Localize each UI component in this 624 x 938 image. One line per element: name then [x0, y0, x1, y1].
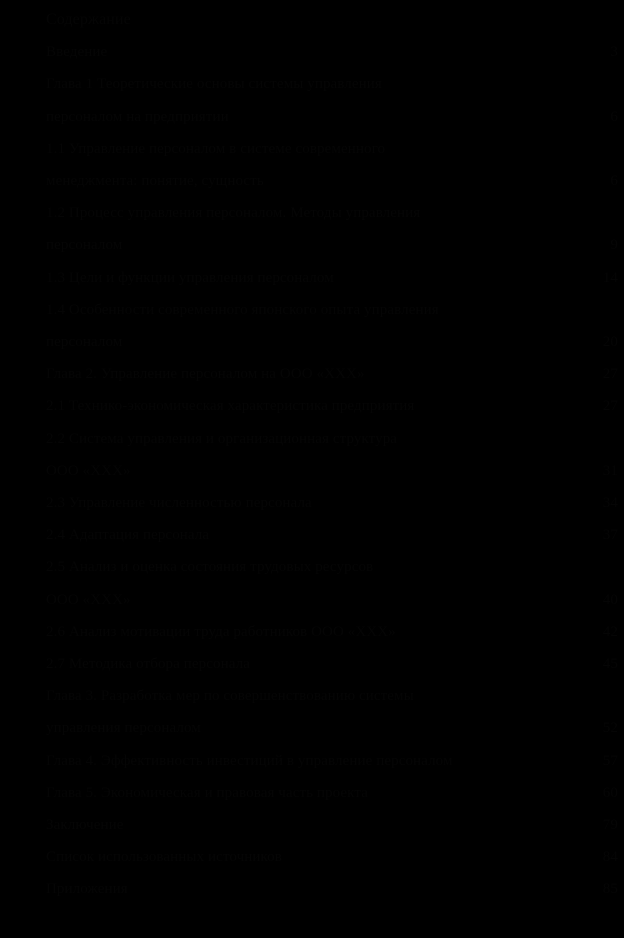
- toc-entry-title: Приложения: [46, 881, 128, 898]
- toc-entry-title: 2.2 Система управления и организационная структура: [46, 430, 398, 447]
- toc-entry-page: 45: [602, 656, 618, 673]
- toc-entry-page: 9: [610, 237, 618, 254]
- toc-entry-title: Список использованных источников: [46, 849, 282, 866]
- toc-entry[interactable]: [0, 294, 624, 326]
- toc-entry-title: 1.3 Цели и функции управления персоналом: [46, 269, 334, 286]
- toc-entry[interactable]: [0, 358, 624, 390]
- toc-entry-title: управления персоналом: [46, 720, 201, 737]
- toc-entry-page: 3: [610, 44, 618, 61]
- toc-entry[interactable]: [0, 648, 624, 680]
- toc-entry[interactable]: [0, 133, 624, 165]
- toc-entry-title: персоналом на предприятии: [46, 108, 229, 125]
- toc-entry[interactable]: [0, 680, 624, 712]
- toc-entry[interactable]: [0, 68, 624, 100]
- toc-entry[interactable]: [0, 262, 624, 294]
- toc-entry-page: 27: [602, 366, 618, 383]
- toc-entry[interactable]: [0, 487, 624, 519]
- toc-entry[interactable]: [0, 616, 624, 648]
- toc-entry-page: 84: [602, 849, 618, 866]
- toc-entry-title: 2.6 Анализ мотивации труда работников ООО «ХХХ»: [46, 623, 396, 640]
- toc-entry-title: 2.7 Методика отбора персонала: [46, 656, 250, 673]
- toc-entry-title: персоналом: [46, 237, 123, 254]
- toc-entry[interactable]: [0, 551, 624, 583]
- toc-entry[interactable]: [0, 584, 624, 616]
- toc-entry-title: Глава 5. Экономическая и правовая часть проекта: [46, 784, 368, 801]
- toc-entry-page: 37: [602, 527, 618, 544]
- toc-entry[interactable]: [0, 841, 624, 873]
- toc-entry-title: персоналом: [46, 334, 123, 351]
- toc-entry-page: 79: [602, 817, 618, 834]
- toc-entry-page: 57: [602, 752, 618, 769]
- toc-entry-title: 1.4 Особенности современного японского опыта управления: [46, 301, 439, 318]
- toc-entry-title: Глава 1 Теоретические основы системы управления: [46, 76, 382, 93]
- toc-entry[interactable]: [0, 873, 624, 905]
- toc-entry-title: Глава 3. Разработка мер по совершенствованию системы: [46, 688, 414, 705]
- toc-entry[interactable]: [0, 229, 624, 261]
- toc-heading: [0, 4, 624, 36]
- toc-entry-title: ООО «ХХХ»: [46, 591, 131, 608]
- toc-entry[interactable]: [0, 809, 624, 841]
- toc-entry-page: 6: [610, 173, 618, 190]
- toc-entry-title: ООО «ХХХ»: [46, 462, 131, 479]
- toc-entry-title: 1.2 Процесс управления персоналом. Методы управления: [46, 205, 421, 222]
- toc-entry[interactable]: [0, 197, 624, 229]
- toc-entry[interactable]: [0, 423, 624, 455]
- toc-entry-page: 42: [602, 623, 618, 640]
- toc-entry-page: 6: [610, 108, 618, 125]
- toc-entry-title: Глава 2. Управление персоналом на ООО «ХХХ»: [46, 366, 365, 383]
- toc-entry[interactable]: [0, 712, 624, 744]
- toc-entry-page: 40: [602, 591, 618, 608]
- toc-entry-title: 2.4 Адаптация персонала: [46, 527, 210, 544]
- toc-entry[interactable]: [0, 519, 624, 551]
- toc-entry-page: 31: [602, 462, 618, 479]
- toc-entry[interactable]: [0, 777, 624, 809]
- toc-entry-page: 85: [602, 881, 618, 898]
- toc-entry-page: 34: [602, 495, 618, 512]
- toc-heading-label: Содержание: [46, 11, 131, 28]
- toc-entry-list: [0, 36, 624, 905]
- toc-entry-page: 52: [602, 720, 618, 737]
- toc-entry[interactable]: [0, 101, 624, 133]
- toc-entry-title: 1.1 Управление персоналом в системе современного: [46, 140, 386, 157]
- toc-entry[interactable]: [0, 36, 624, 68]
- toc-entry[interactable]: [0, 455, 624, 487]
- toc-entry-title: Введение: [46, 44, 108, 61]
- toc-entry[interactable]: [0, 390, 624, 422]
- toc-entry-page: 60: [602, 784, 618, 801]
- toc-entry-title: Заключение: [46, 817, 124, 834]
- toc-entry[interactable]: [0, 745, 624, 777]
- toc-entry-title: Глава 4. Эффективность инвестиций в управление персоналом: [46, 752, 453, 769]
- toc-entry-title: 2.5 Анализ и оценка состояния трудовых ресурсов: [46, 559, 374, 576]
- toc-entry-page: 20: [602, 334, 618, 351]
- toc-entry-title: менеджмента: понятие, сущность: [46, 173, 264, 190]
- toc-entry[interactable]: [0, 326, 624, 358]
- toc-entry[interactable]: [0, 165, 624, 197]
- toc-entry-title: 2.1 Технико-экономическая характеристика предприятия: [46, 398, 415, 415]
- toc-entry-page: 14: [602, 269, 618, 286]
- toc-entry-title: 2.3 Управление численностью персонала: [46, 495, 312, 512]
- toc-entry-page: 27: [602, 398, 618, 415]
